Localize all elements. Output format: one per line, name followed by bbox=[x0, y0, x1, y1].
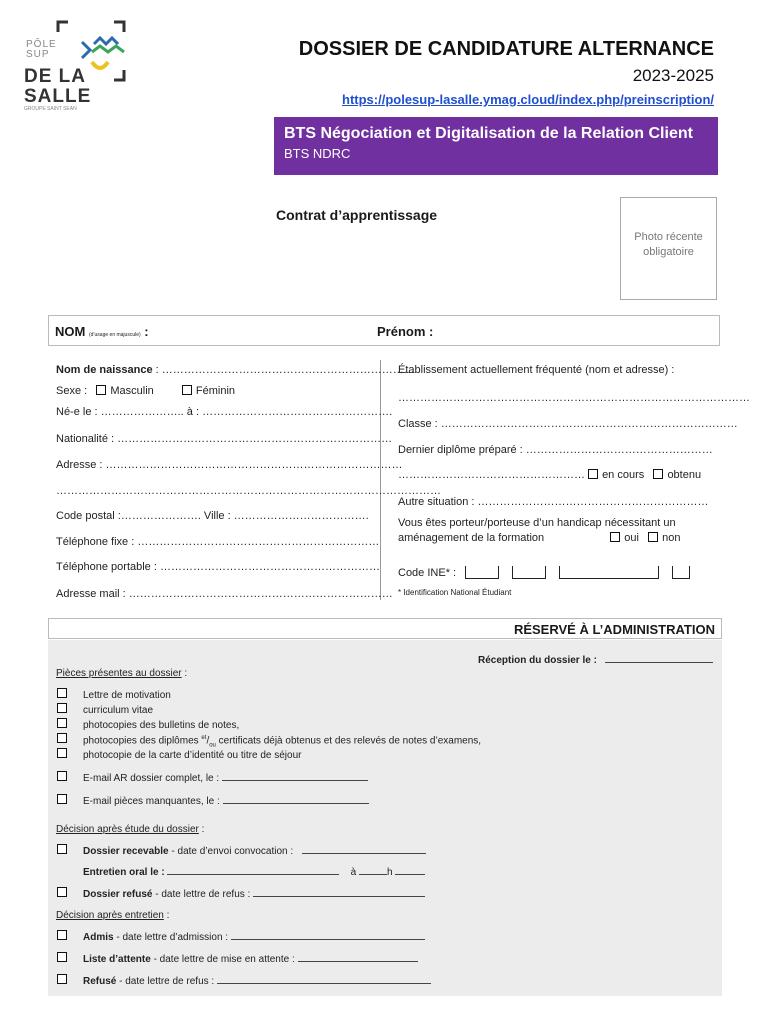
ine-row: Code INE* : bbox=[398, 566, 700, 579]
en-cours-checkbox[interactable] bbox=[588, 469, 598, 479]
sexe-row: Sexe : Masculin Féminin bbox=[56, 385, 236, 397]
piece-checkbox[interactable] bbox=[57, 748, 67, 758]
piece-item: curriculum vitae bbox=[83, 705, 154, 716]
ine-segment[interactable] bbox=[465, 566, 499, 579]
classe-field[interactable]: Classe : ……………………………………………………………………… bbox=[398, 418, 738, 430]
handicap-question: Vous êtes porteur/porteuse d’un handicap nécessitant un bbox=[398, 517, 676, 529]
refuse2-field[interactable]: Refusé - date lettre de refus : bbox=[83, 976, 431, 987]
autre-situation-field[interactable]: Autre situation : ……………………………………………………… bbox=[398, 496, 709, 508]
contract-type: Contrat d’apprentissage bbox=[276, 207, 438, 223]
document-title: DOSSIER DE CANDIDATURE ALTERNANCE bbox=[298, 38, 714, 60]
name-row bbox=[48, 315, 720, 346]
refuse-checkbox[interactable] bbox=[57, 887, 67, 897]
code-postal-field[interactable]: Code postal :…………………. Ville : ………………………………. bbox=[56, 510, 369, 522]
handicap-oui-checkbox[interactable] bbox=[610, 532, 620, 542]
masculin-checkbox[interactable] bbox=[96, 385, 106, 395]
piece-item: photocopies des diplômes $^{et}/_{ou}$ certificats déjà obtenus et des relevés de notes d’examens, bbox=[83, 735, 482, 749]
program-banner bbox=[274, 117, 718, 175]
nom-field[interactable]: NOM (d’usage en majuscule) : bbox=[55, 324, 149, 339]
admis-checkbox[interactable] bbox=[57, 930, 67, 940]
decision2-title: Décision après entretien : bbox=[56, 910, 170, 921]
admin-header: RÉSERVÉ À L’ADMINISTRATION bbox=[48, 618, 722, 639]
refuse-field[interactable]: Dossier refusé - date lettre de refus : bbox=[83, 889, 425, 900]
piece-checkbox[interactable] bbox=[57, 733, 67, 743]
email-pieces-field[interactable]: E-mail pièces manquantes, le : bbox=[83, 796, 369, 807]
piece-item: Lettre de motivation bbox=[83, 690, 171, 701]
attente-field[interactable]: Liste d’attente - date lettre de mise en attente : bbox=[83, 954, 418, 965]
logo-text-pole: PÔLE SUP bbox=[26, 39, 57, 60]
ine-footnote: * Identification National Étudiant bbox=[398, 588, 512, 597]
piece-checkbox[interactable] bbox=[57, 718, 67, 728]
email-ar-field[interactable]: E-mail AR dossier complet, le : bbox=[83, 773, 368, 784]
diplome-status-row: …………………………………………… en cours obtenu bbox=[398, 469, 702, 481]
pieces-title: Pièces présentes au dossier : bbox=[56, 668, 188, 679]
etablissement-label: Établissement actuellement fréquenté (nom et adresse) : bbox=[398, 364, 675, 376]
ine-segment[interactable] bbox=[512, 566, 546, 579]
prenom-field[interactable]: Prénom : bbox=[377, 324, 434, 339]
ine-segment[interactable] bbox=[559, 566, 659, 579]
naissance-date-field[interactable]: Né-e le : ………………….. à : ……………………………………………. bbox=[56, 406, 393, 418]
recevable-checkbox[interactable] bbox=[57, 844, 67, 854]
feminin-checkbox[interactable] bbox=[182, 385, 192, 395]
logo-mark-icon bbox=[56, 20, 130, 86]
tel-fixe-field[interactable]: Téléphone fixe : ………………………………………………………… bbox=[56, 536, 380, 548]
decision-title: Décision après étude du dossier : bbox=[56, 824, 205, 835]
nationalite-field[interactable]: Nationalité : ………………………………………………………………… bbox=[56, 433, 393, 445]
preinscription-link[interactable]: https://polesup-lasalle.ymag.cloud/index.php/preinscription/ bbox=[342, 92, 714, 107]
polesup-logo bbox=[24, 20, 134, 115]
program-subtitle: BTS NDRC bbox=[284, 146, 351, 161]
email-field[interactable]: Adresse mail : ……………………………………………………………… bbox=[56, 588, 393, 600]
piece-checkbox[interactable] bbox=[57, 703, 67, 713]
email-ar-checkbox[interactable] bbox=[57, 771, 67, 781]
nom-naissance-field[interactable]: Nom de naissance : …………………………………………………………… bbox=[56, 364, 415, 376]
program-title: BTS Négociation et Digitalisation de la Relation Client bbox=[284, 125, 693, 142]
ine-segment[interactable] bbox=[672, 566, 690, 579]
attente-checkbox[interactable] bbox=[57, 952, 67, 962]
adresse-line2[interactable]: …………………………………………………………………………………………… bbox=[56, 485, 441, 497]
obtenu-checkbox[interactable] bbox=[653, 469, 663, 479]
logo-text-salle: SALLE bbox=[24, 86, 92, 107]
photo-box: Photo récente obligatoire bbox=[620, 197, 717, 300]
recevable-field[interactable]: Dossier recevable - date d’envoi convocation : bbox=[83, 846, 426, 857]
piece-item: photocopies des bulletins de notes, bbox=[83, 720, 240, 731]
tel-portable-field[interactable]: Téléphone portable : …………………………………………………… bbox=[56, 561, 380, 573]
reception-field[interactable]: Réception du dossier le : bbox=[478, 655, 713, 666]
logo-text-de-la: DE LA bbox=[24, 66, 86, 87]
refuse2-checkbox[interactable] bbox=[57, 974, 67, 984]
etablissement-field[interactable]: …………………………………………………………………………………… bbox=[398, 392, 750, 404]
logo-text-groupe: GROUPE SAINT SEAN bbox=[24, 106, 77, 112]
handicap-row: aménagement de la formation oui non bbox=[398, 532, 681, 544]
admis-field[interactable]: Admis - date lettre d’admission : bbox=[83, 932, 425, 943]
handicap-non-checkbox[interactable] bbox=[648, 532, 658, 542]
document-years: 2023-2025 bbox=[632, 66, 714, 85]
piece-checkbox[interactable] bbox=[57, 688, 67, 698]
diplome-field[interactable]: Dernier diplôme préparé : …………………………………………… bbox=[398, 444, 713, 456]
email-pieces-checkbox[interactable] bbox=[57, 794, 67, 804]
piece-item: photocopie de la carte d’identité ou titre de séjour bbox=[83, 750, 302, 761]
column-divider bbox=[380, 360, 381, 600]
entretien-field[interactable]: Entretien oral le : à h bbox=[83, 867, 425, 878]
adresse-field[interactable]: Adresse : ……………………………………………………………………… bbox=[56, 459, 403, 471]
